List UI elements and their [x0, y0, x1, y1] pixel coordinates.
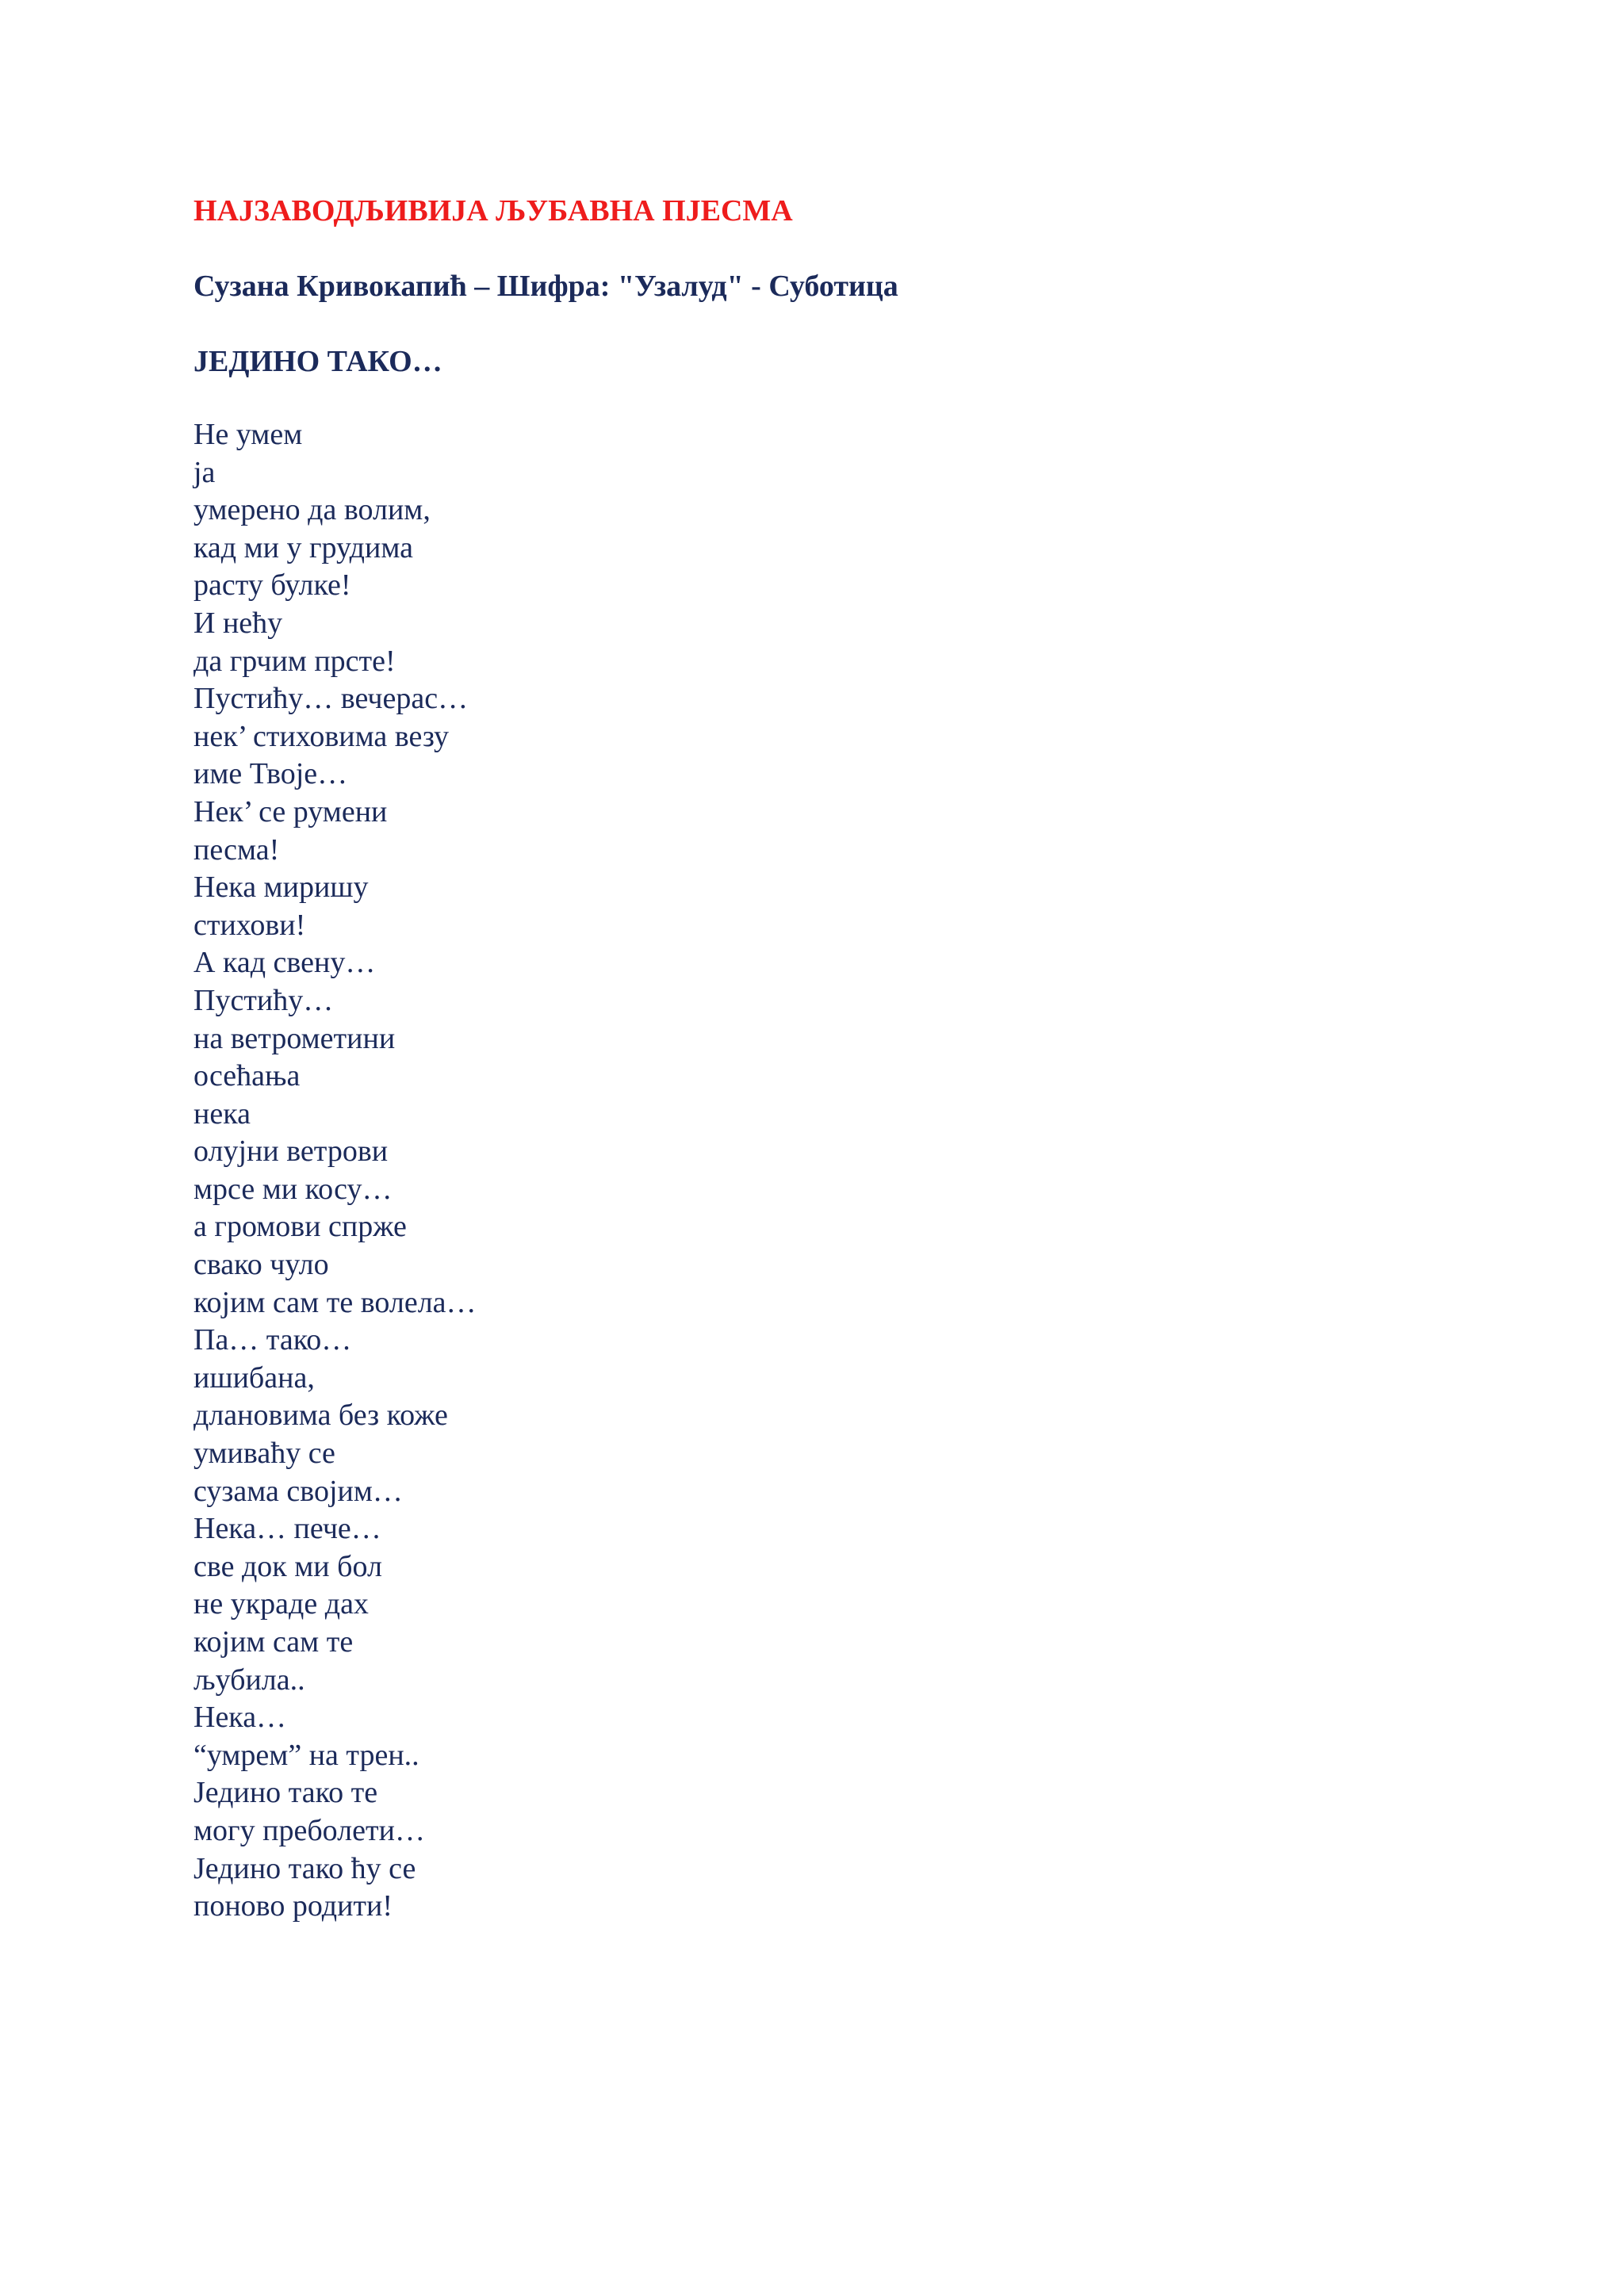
poem-line: И нећу: [193, 606, 283, 640]
poem-line: А кад свену…: [193, 946, 376, 980]
poem-line: нека: [193, 1096, 251, 1131]
poem-line: умерено да волим,: [193, 493, 431, 527]
poem-line: којим сам те волела…: [193, 1285, 477, 1319]
poem-line: Нека…: [193, 1701, 287, 1735]
poem-line: љубила..: [193, 1663, 305, 1697]
poem-line: Па… тако…: [193, 1323, 352, 1357]
poem-line: расту булке!: [193, 568, 351, 603]
poem-line: Једино тако те: [193, 1776, 378, 1810]
contest-title: НАЈЗАВОДЉИВИЈА ЉУБАВНА ПЈЕСМА: [193, 194, 793, 228]
poem-line: поново родити!: [193, 1889, 393, 1923]
poem-line: све док ми бол: [193, 1549, 382, 1583]
poem-line: осећања: [193, 1059, 301, 1093]
poem-line: кад ми у грудима: [193, 530, 413, 564]
poem-title: ЈЕДИНО ТАКО…: [193, 345, 442, 378]
poem-line: олујни ветрови: [193, 1135, 389, 1169]
poem-line: могу преболети…: [193, 1813, 425, 1847]
poem-line: којим сам те: [193, 1625, 354, 1659]
poem-line: нек’ стиховима везу: [193, 719, 450, 753]
poem-line: свако чуло: [193, 1248, 329, 1282]
poem-line: Не умем: [193, 418, 303, 451]
poem-line: Нека миришу: [193, 871, 369, 905]
poem-line: мрсе ми косу…: [193, 1172, 393, 1206]
poem-line: а громови спрже: [193, 1210, 407, 1244]
poem-line: длановима без коже: [193, 1399, 448, 1433]
poem-line: Нек’ се румени: [193, 794, 388, 828]
author-line: Сузана Кривокапић – Шифра: "Узалуд" - Суботица: [193, 270, 898, 303]
poem-line: “умрем” на трен..: [193, 1738, 419, 1772]
poem-line: Нека… пече…: [193, 1512, 381, 1546]
poem-line: сузама својим…: [193, 1474, 403, 1508]
poem-line: Пустићу… вечерас…: [193, 682, 469, 716]
poem-line: ишибана,: [193, 1360, 315, 1395]
document-page: [193, 190, 1462, 1926]
poem-line: име Твоје…: [193, 757, 348, 791]
poem-line: Једино тако ћу се: [193, 1851, 416, 1885]
poem-line: Пустићу…: [193, 983, 334, 1017]
poem-line: на ветрометини: [193, 1021, 396, 1055]
poem-line: да грчим прсте!: [193, 644, 396, 678]
poem-line: умиваћу се: [193, 1437, 335, 1471]
poem-line: не украде дах: [193, 1587, 369, 1621]
poem-body: [193, 416, 1462, 1926]
poem-line: стихови!: [193, 908, 306, 942]
poem-line: песма!: [193, 832, 280, 867]
poem-line: ја: [193, 455, 216, 489]
